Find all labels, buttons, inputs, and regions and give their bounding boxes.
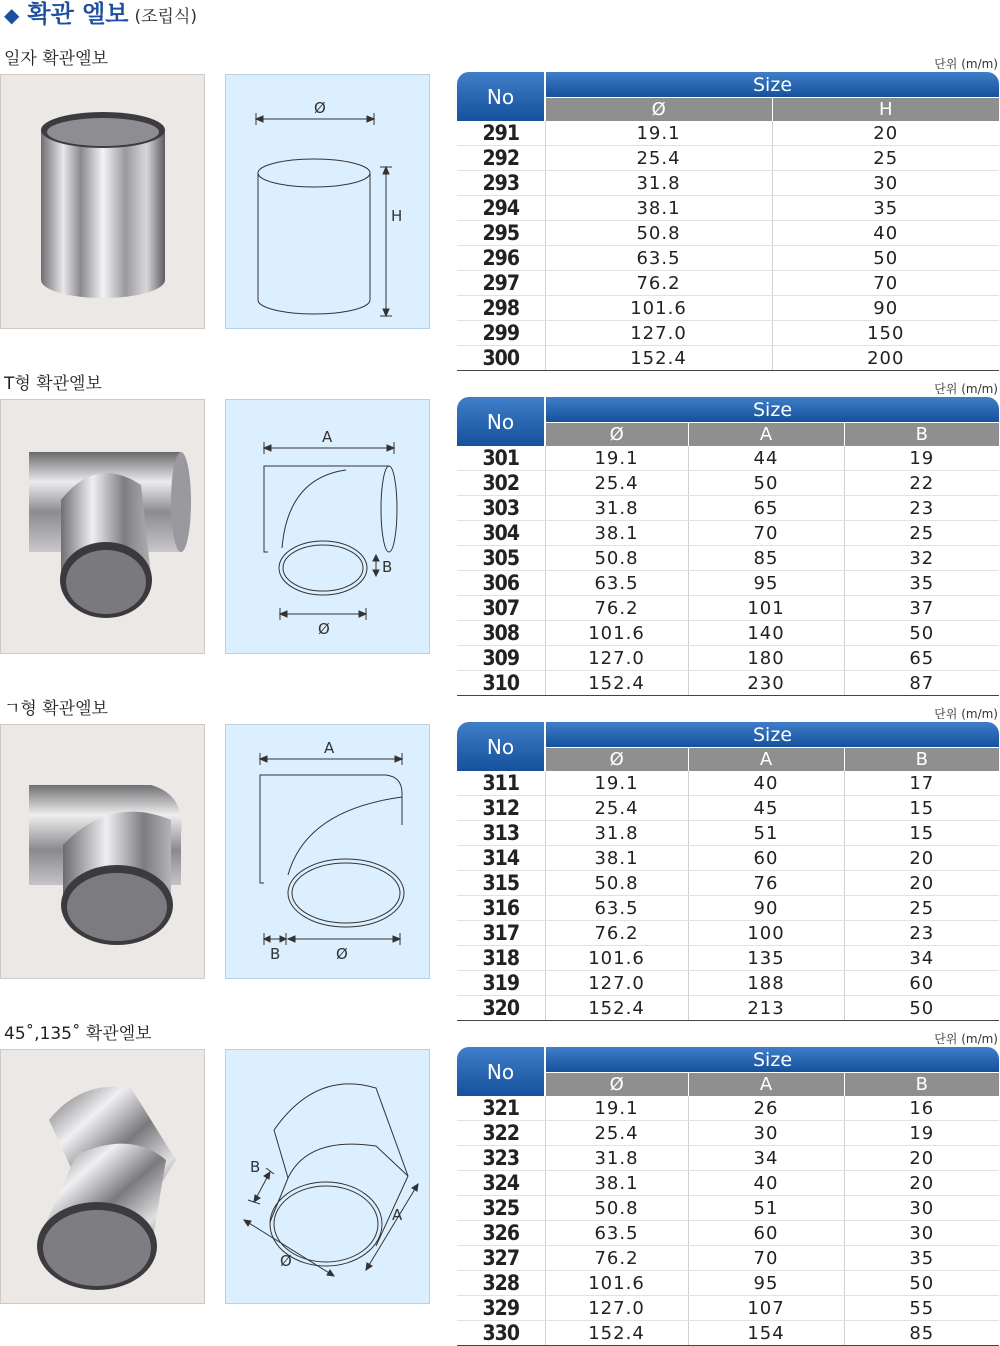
size-value: 150 — [772, 321, 999, 346]
item-number: 301 — [457, 446, 545, 471]
item-number: 315 — [457, 871, 545, 896]
size-value: 95 — [688, 1271, 844, 1296]
size-value: 25 — [844, 521, 999, 546]
product-photo — [0, 724, 205, 979]
size-value: 50.8 — [545, 546, 688, 571]
table-row — [457, 596, 999, 621]
size-value: 16 — [844, 1096, 999, 1121]
item-number: 306 — [457, 571, 545, 596]
size-value: 60 — [688, 1221, 844, 1246]
size-value: 152.4 — [545, 671, 688, 696]
size-value: 95 — [688, 571, 844, 596]
item-number: 312 — [457, 796, 545, 821]
size-value: 50 — [772, 246, 999, 271]
size-value: 22 — [844, 471, 999, 496]
size-value: 152.4 — [545, 1321, 688, 1346]
item-number: 323 — [457, 1146, 545, 1171]
unit-label: 단위 (m/m) — [934, 382, 998, 396]
section-angle-elbow — [0, 1022, 1000, 1344]
size-value: 51 — [688, 1196, 844, 1221]
item-number: 318 — [457, 946, 545, 971]
table-row — [457, 1246, 999, 1271]
table-row — [457, 546, 999, 571]
no-header: No — [457, 1047, 545, 1096]
table-row — [457, 1271, 999, 1296]
size-value: 63.5 — [545, 571, 688, 596]
item-number: 321 — [457, 1096, 545, 1121]
spec-table — [457, 1047, 999, 1346]
size-value: 38.1 — [545, 521, 688, 546]
size-value: 30 — [772, 171, 999, 196]
size-value: 65 — [844, 646, 999, 671]
table-row — [457, 321, 999, 346]
size-value: 34 — [844, 946, 999, 971]
table-row — [457, 496, 999, 521]
column-header: Ø — [545, 423, 688, 447]
size-value: 20 — [844, 1171, 999, 1196]
size-value: 90 — [772, 296, 999, 321]
table-row — [457, 471, 999, 496]
size-value: 50 — [844, 996, 999, 1021]
table-row — [457, 621, 999, 646]
size-value: 15 — [844, 821, 999, 846]
column-header: H — [772, 98, 999, 122]
item-number: 298 — [457, 296, 545, 321]
diagram-label-a: A — [322, 428, 333, 446]
size-value: 65 — [688, 496, 844, 521]
size-value: 85 — [844, 1321, 999, 1346]
size-value: 20 — [844, 871, 999, 896]
item-number: 296 — [457, 246, 545, 271]
page-title-text: 확관 엘보 — [27, 0, 129, 28]
table-row — [457, 796, 999, 821]
size-value: 107 — [688, 1296, 844, 1321]
size-value: 19.1 — [545, 1096, 688, 1121]
size-value: 85 — [688, 546, 844, 571]
no-header: No — [457, 397, 545, 446]
size-value: 19.1 — [545, 446, 688, 471]
item-number: 320 — [457, 996, 545, 1021]
size-value: 50.8 — [545, 221, 772, 246]
section-t-elbow — [0, 372, 1000, 694]
size-value: 127.0 — [545, 321, 772, 346]
column-header: Ø — [545, 1073, 688, 1097]
size-value: 51 — [688, 821, 844, 846]
item-number: 314 — [457, 846, 545, 871]
size-value: 55 — [844, 1296, 999, 1321]
size-value: 188 — [688, 971, 844, 996]
size-value: 101.6 — [545, 296, 772, 321]
unit-label: 단위 (m/m) — [934, 57, 998, 71]
size-header: Size — [545, 72, 999, 98]
item-number: 309 — [457, 646, 545, 671]
item-number: 313 — [457, 821, 545, 846]
size-value: 70 — [772, 271, 999, 296]
item-number: 293 — [457, 171, 545, 196]
size-value: 31.8 — [545, 821, 688, 846]
table-row — [457, 221, 999, 246]
size-value: 50.8 — [545, 871, 688, 896]
item-number: 330 — [457, 1321, 545, 1346]
item-number: 299 — [457, 321, 545, 346]
size-value: 70 — [688, 521, 844, 546]
spec-table — [457, 72, 999, 371]
size-value: 19 — [844, 1121, 999, 1146]
size-value: 15 — [844, 796, 999, 821]
no-header: No — [457, 722, 545, 771]
item-number: 308 — [457, 621, 545, 646]
size-value: 23 — [844, 496, 999, 521]
size-value: 76.2 — [545, 596, 688, 621]
size-value: 25.4 — [545, 471, 688, 496]
size-value: 127.0 — [545, 971, 688, 996]
item-number: 328 — [457, 1271, 545, 1296]
item-number: 305 — [457, 546, 545, 571]
section-title: 일자 확관엘보 — [4, 49, 108, 69]
size-value: 20 — [772, 121, 999, 146]
size-value: 25 — [772, 146, 999, 171]
dimension-diagram — [225, 399, 430, 654]
size-value: 127.0 — [545, 646, 688, 671]
size-value: 38.1 — [545, 846, 688, 871]
table-row — [457, 146, 999, 171]
dimension-diagram — [225, 724, 430, 979]
item-number: 324 — [457, 1171, 545, 1196]
diagram-label-a: A — [324, 739, 335, 757]
spec-table — [457, 722, 999, 1021]
table-row — [457, 571, 999, 596]
size-value: 230 — [688, 671, 844, 696]
size-value: 50 — [844, 1271, 999, 1296]
straight-pipe-photo-icon — [1, 75, 206, 330]
size-value: 20 — [844, 846, 999, 871]
item-number: 294 — [457, 196, 545, 221]
section-title: T형 확관엘보 — [4, 374, 102, 394]
size-value: 35 — [772, 196, 999, 221]
table-row — [457, 846, 999, 871]
size-value: 152.4 — [545, 996, 688, 1021]
page-subtitle: (조립식) — [134, 7, 198, 27]
table-row — [457, 821, 999, 846]
table-row — [457, 121, 999, 146]
size-value: 152.4 — [545, 346, 772, 371]
page-title — [4, 0, 197, 30]
dimension-diagram — [225, 74, 430, 329]
item-number: 304 — [457, 521, 545, 546]
table-row — [457, 1146, 999, 1171]
section-title: ㄱ형 확관엘보 — [4, 699, 108, 719]
size-value: 70 — [688, 1246, 844, 1271]
size-value: 90 — [688, 896, 844, 921]
item-number: 295 — [457, 221, 545, 246]
size-value: 30 — [844, 1196, 999, 1221]
size-value: 38.1 — [545, 196, 772, 221]
table-row — [457, 1321, 999, 1346]
item-number: 311 — [457, 771, 545, 796]
unit-label: 단위 (m/m) — [934, 707, 998, 721]
item-number: 317 — [457, 921, 545, 946]
size-value: 17 — [844, 771, 999, 796]
column-header: Ø — [545, 748, 688, 772]
size-value: 19.1 — [545, 121, 772, 146]
size-value: 19.1 — [545, 771, 688, 796]
size-value: 50.8 — [545, 1196, 688, 1221]
table-row — [457, 446, 999, 471]
no-header: No — [457, 72, 545, 121]
product-photo — [0, 74, 205, 329]
size-value: 87 — [844, 671, 999, 696]
item-number: 300 — [457, 346, 545, 371]
size-value: 76.2 — [545, 271, 772, 296]
size-header: Size — [545, 1047, 999, 1073]
column-header: A — [688, 748, 844, 772]
table-row — [457, 1171, 999, 1196]
size-value: 40 — [688, 1171, 844, 1196]
product-photo — [0, 1049, 205, 1304]
item-number: 316 — [457, 896, 545, 921]
size-value: 20 — [844, 1146, 999, 1171]
size-value: 213 — [688, 996, 844, 1021]
size-value: 25.4 — [545, 796, 688, 821]
table-row — [457, 996, 999, 1021]
item-number: 291 — [457, 121, 545, 146]
spec-table — [457, 397, 999, 696]
diagram-label-diameter: Ø — [318, 620, 330, 638]
diagram-label-b: B — [270, 945, 281, 963]
size-value: 50 — [688, 471, 844, 496]
size-value: 38.1 — [545, 1171, 688, 1196]
column-header: Ø — [545, 98, 772, 122]
column-header: B — [844, 748, 999, 772]
size-value: 25 — [844, 896, 999, 921]
diamond-bullet-icon: ◆ — [4, 3, 20, 27]
size-value: 31.8 — [545, 171, 772, 196]
size-value: 60 — [844, 971, 999, 996]
diagram-label-b: B — [250, 1158, 261, 1176]
item-number: 303 — [457, 496, 545, 521]
table-row — [457, 771, 999, 796]
size-value: 40 — [688, 771, 844, 796]
table-row — [457, 296, 999, 321]
size-value: 31.8 — [545, 1146, 688, 1171]
table-row — [457, 946, 999, 971]
table-row — [457, 246, 999, 271]
size-value: 40 — [772, 221, 999, 246]
table-row — [457, 1221, 999, 1246]
section-title: 45˚,135˚ 확관엘보 — [4, 1024, 152, 1044]
size-value: 45 — [688, 796, 844, 821]
size-value: 180 — [688, 646, 844, 671]
size-value: 76 — [688, 871, 844, 896]
size-value: 25.4 — [545, 146, 772, 171]
size-value: 30 — [688, 1121, 844, 1146]
item-number: 322 — [457, 1121, 545, 1146]
size-value: 63.5 — [545, 1221, 688, 1246]
size-value: 101 — [688, 596, 844, 621]
table-row — [457, 671, 999, 696]
size-value: 101.6 — [545, 1271, 688, 1296]
table-row — [457, 521, 999, 546]
size-value: 200 — [772, 346, 999, 371]
table-row — [457, 1296, 999, 1321]
size-header: Size — [545, 722, 999, 748]
size-value: 25.4 — [545, 1121, 688, 1146]
diagram-label-b: B — [382, 558, 393, 576]
size-value: 35 — [844, 571, 999, 596]
item-number: 307 — [457, 596, 545, 621]
size-value: 60 — [688, 846, 844, 871]
diagram-label-diameter: Ø — [336, 945, 348, 963]
item-number: 326 — [457, 1221, 545, 1246]
size-value: 44 — [688, 446, 844, 471]
column-header: A — [688, 1073, 844, 1097]
diagram-label-height: H — [391, 207, 403, 225]
item-number: 325 — [457, 1196, 545, 1221]
column-header: B — [844, 423, 999, 447]
item-number: 329 — [457, 1296, 545, 1321]
table-row — [457, 921, 999, 946]
table-row — [457, 171, 999, 196]
size-value: 30 — [844, 1221, 999, 1246]
column-header: A — [688, 423, 844, 447]
item-number: 327 — [457, 1246, 545, 1271]
size-value: 154 — [688, 1321, 844, 1346]
size-value: 23 — [844, 921, 999, 946]
diagram-label-a: A — [392, 1206, 403, 1224]
size-value: 37 — [844, 596, 999, 621]
table-row — [457, 871, 999, 896]
size-value: 32 — [844, 546, 999, 571]
size-value: 76.2 — [545, 1246, 688, 1271]
size-value: 100 — [688, 921, 844, 946]
section-l-elbow — [0, 697, 1000, 1019]
size-value: 135 — [688, 946, 844, 971]
dimension-diagram — [225, 1049, 430, 1304]
size-value: 101.6 — [545, 621, 688, 646]
size-value: 140 — [688, 621, 844, 646]
size-value: 101.6 — [545, 946, 688, 971]
table-row — [457, 1196, 999, 1221]
table-row — [457, 646, 999, 671]
size-value: 31.8 — [545, 496, 688, 521]
product-photo — [0, 399, 205, 654]
item-number: 297 — [457, 271, 545, 296]
diagram-label-diameter: Ø — [314, 99, 326, 117]
section-straight-elbow — [0, 47, 1000, 369]
l-elbow-photo-icon — [1, 725, 206, 980]
size-value: 63.5 — [545, 246, 772, 271]
table-row — [457, 896, 999, 921]
item-number: 292 — [457, 146, 545, 171]
size-value: 127.0 — [545, 1296, 688, 1321]
table-row — [457, 346, 999, 371]
table-row — [457, 1121, 999, 1146]
size-value: 50 — [844, 621, 999, 646]
t-elbow-photo-icon — [1, 400, 206, 655]
size-value: 34 — [688, 1146, 844, 1171]
table-row — [457, 196, 999, 221]
column-header: B — [844, 1073, 999, 1097]
size-value: 63.5 — [545, 896, 688, 921]
item-number: 310 — [457, 671, 545, 696]
size-value: 19 — [844, 446, 999, 471]
size-value: 26 — [688, 1096, 844, 1121]
diagram-label-diameter: Ø — [280, 1252, 292, 1270]
size-value: 35 — [844, 1246, 999, 1271]
table-row — [457, 971, 999, 996]
item-number: 302 — [457, 471, 545, 496]
table-row — [457, 271, 999, 296]
angle-elbow-photo-icon — [1, 1050, 206, 1305]
unit-label: 단위 (m/m) — [934, 1032, 998, 1046]
size-header: Size — [545, 397, 999, 423]
item-number: 319 — [457, 971, 545, 996]
table-row — [457, 1096, 999, 1121]
size-value: 76.2 — [545, 921, 688, 946]
